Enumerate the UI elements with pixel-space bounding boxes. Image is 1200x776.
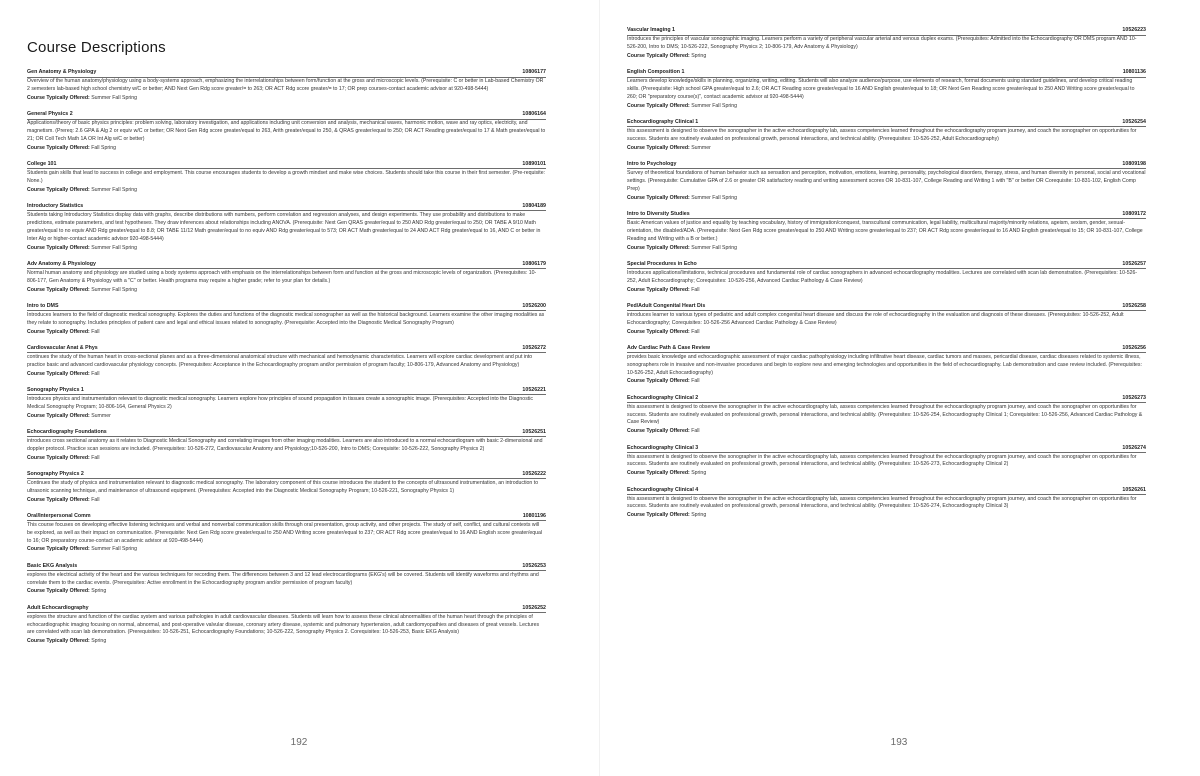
course-code: 10526272	[522, 344, 546, 351]
course-entry	[627, 303, 1146, 336]
page-right	[600, 0, 1200, 776]
course-offered	[27, 144, 546, 152]
course-entry	[627, 69, 1146, 110]
course-entry	[27, 513, 546, 554]
course-header	[627, 303, 1146, 312]
course-code: 10526261	[1122, 486, 1146, 493]
course-code: 10526254	[1122, 118, 1146, 125]
course-code: 10526273	[1122, 394, 1146, 401]
course-offered	[627, 102, 1146, 110]
course-description: Learners develop knowledge/skills in planning, organizing, writing, editing. Students will also analyze audience/purpose, use elements of research, format documents using standard guidelines, and develop critical reading skills. (Prerequisite: High school GPA greater/equal to 2.6; OR ACT Reading score greater/equal to 16 AND English greater/equal to 18; OR Next Gen Reading score greater/equal to 250 AND Writing score greater/equal to 260; OR "preparatory course(s)", contact academic advisor at 920-498-5444)	[627, 78, 1135, 100]
course-entry	[627, 261, 1146, 294]
offered-terms: Spring	[91, 638, 107, 645]
course-description: Basic American values of justice and equality by teaching vocabulary, history of immigration/conquest, transcultural communication, legal liability, multicultural majority/minority relations, ageism, sexism, gender, sexual-orientation, the disabled/ADA. (Prerequisite: Next Gen Rdg score greater/equal to 250 AND Writing score greater/equal to 237; OR ACT Rdg score greater/equal to 16 AND English greater/equal to 15; OR 10-831-107, College Reading and Writing with a B or better.)	[627, 219, 1143, 242]
course-code: 10801136	[1122, 69, 1146, 75]
course-code: 10526222	[522, 470, 546, 477]
offered-label: Course Typically Offered:	[627, 244, 690, 251]
course-header	[27, 111, 546, 120]
course-header	[27, 203, 546, 212]
offered-terms: Summer Fall Spring	[691, 194, 738, 201]
offered-terms: Fall	[691, 378, 700, 385]
course-name: Intro to Diversity Studies	[627, 210, 690, 217]
course-code: 10526252	[522, 604, 546, 611]
course-name: Ped/Adult Congenital Heart Dis	[627, 302, 706, 309]
offered-terms: Summer Fall Spring	[691, 244, 738, 251]
course-code: 10526221	[522, 386, 546, 393]
course-header	[627, 445, 1146, 454]
offered-terms: Fall Spring	[91, 144, 116, 151]
course-description: provides basic knowledge and echocardiographic assessment of major cardiac pathophysiology including infiltrative heart disease, cardiac tumors and masses, pericardial disease, cardiac diseases related to systemic illness, sonographers role in invasive and non-invasive procedures and begin to explore new and emerging technologies and opportunities in the field of echocardiography. Lab demonstration and case review included. (Prerequisites: 10-526-252, Adult Echocardiography)	[627, 353, 1142, 376]
offered-terms: Spring	[691, 512, 707, 519]
course-offered	[27, 244, 546, 252]
offered-label: Course Typically Offered:	[627, 470, 690, 477]
course-header	[627, 395, 1146, 404]
course-offered	[627, 244, 1146, 252]
course-offered	[27, 286, 546, 294]
course-code: 10804189	[522, 202, 546, 209]
course-entry	[27, 605, 546, 646]
offered-terms: Fall	[91, 328, 100, 335]
course-code: 10526200	[522, 302, 546, 309]
course-entry	[627, 119, 1146, 152]
course-header	[627, 119, 1146, 128]
offered-label: Course Typically Offered:	[27, 496, 90, 503]
course-name: Echocardiography Clinical 4	[627, 486, 699, 493]
offered-terms: Summer Fall Spring	[691, 102, 738, 109]
offered-label: Course Typically Offered:	[27, 144, 90, 151]
course-offered	[627, 144, 1146, 152]
course-description: explores the electrical activity of the heart and the various techniques for recording them. The differences between 3 and 12 lead electrocardiograms (EKG's) will be covered. Students will identify waveforms and rhythms and correlate them to the cardiac events. (Prerequisites: Active enrollment in the Echocardiography program and/or permission of program faculty)	[27, 571, 539, 586]
course-code: 10809198	[1122, 160, 1146, 167]
offered-label: Course Typically Offered:	[27, 186, 90, 193]
course-description: Overview of the human anatomy/physiology using a body-systems approach, emphasizing the interrelationships between form/function at the gross and microscopic levels. (Prerequisite: C or better in Lab-based Chemistry OR 2 semesters lab-based high school chemistry w/C or better; AND Next Gen Rdg score greater/= to 263; OR ACT Rdg score greater/= to 17; OR prep courses-contact academic advisor at 920-498-5444)	[27, 78, 544, 92]
course-offered	[27, 94, 546, 102]
course-entry	[27, 563, 546, 596]
offered-label: Course Typically Offered:	[627, 328, 690, 335]
offered-label: Course Typically Offered:	[627, 52, 690, 59]
course-code: 10806177	[522, 69, 546, 75]
course-offered	[627, 328, 1146, 336]
course-offered	[27, 454, 546, 462]
course-name: Adv Cardiac Path & Case Review	[627, 344, 711, 351]
course-description: this assessment is designed to observe the sonographer in the active echocardiography lab, assess competencies learned throughout the echocardiography program journey, and coach the sonographer on opportunities for success. Students are routinely evaluated on professional growth, personal interactions, and technical ability. (Prerequisites: 10-526-252, Adult Echocardiography)	[627, 127, 1137, 142]
course-offered	[27, 328, 546, 336]
course-name: Oral/Interpersonal Comm	[27, 512, 91, 519]
course-entry	[27, 387, 546, 420]
course-description: Continues the study of physics and instrumentation relevant to diagnostic medical sonography. The laboratory component of this course introduces the student to the concepts of ultrasound instrumentation, an introduction to ultrasonic scanning technique, and maintenance of ultrasound equipment. (Prerequisites: Accepted into the Diagnostic Medical Sonography Program; 10-526-221, Sonography Physics 1)	[27, 479, 539, 494]
offered-terms: Spring	[691, 470, 707, 477]
course-header	[27, 161, 546, 170]
offered-terms: Summer Fall Spring	[91, 186, 138, 193]
course-header	[627, 69, 1146, 78]
course-description: Normal human anatomy and physiology are studied using a body systems approach with emphasis on the interrelationships between form and function at the gross and microscopic levels of organization. (Prerequisites: 10-806-177, Gen Anatomy & Physiology with a "C" or better. Health programs may require a higher grade; refer to your plan for details.)	[27, 269, 537, 284]
course-code: 10526258	[1122, 302, 1146, 309]
course-offered	[27, 637, 546, 645]
course-name: Echocardiography Clinical 3	[627, 444, 699, 451]
course-description: this assessment is designed to observe the sonographer in the active echocardiography lab, assess competencies learned throughout the echocardiography program journey, and coach the sonographer on opportunities for success. Students are routinely evaluated on professional growth, personal interactions, and technical ability. (Prerequisites: 10-526-274, Echocardiography Clinical 3)	[627, 495, 1137, 510]
course-entry	[27, 471, 546, 504]
offered-terms: Summer Fall Spring	[91, 94, 138, 101]
course-header	[627, 211, 1146, 220]
course-description: This course focuses on developing effective listening techniques and verbal and nonverbal communication skills through oral presentation, group activity, and other projects. The study of self, conflict, and cultural contexts will be explored, as well as their impact on communication. (Prerequisite: Next Gen Rdg score greater/equal to 250 AND Writing score greater/equal to 237; OR ACT Rdg score greater/equal to 16 AND English score greater/equal to 16; OR preparatory course-contact an academic advisor at 920-498-5444)	[27, 521, 543, 544]
course-name: College 101	[27, 160, 57, 167]
course-code: 10526253	[522, 562, 546, 569]
course-header	[627, 261, 1146, 270]
course-entry	[627, 161, 1146, 202]
course-offered	[627, 194, 1146, 202]
course-description: Introduces applications/limitations, technical procedures and fundamental role of cardiac sonographers in advanced echocardiography modalities. Lectures are correlated with scan lab demonstration. (Prerequisites: 10-526-252, Adult Echocardiography; Corequisites: 10-526-256, Advanced Cardiac Pathology & Case Review)	[627, 269, 1138, 284]
course-entry	[27, 161, 546, 194]
course-name: Sonography Physics 2	[27, 470, 84, 477]
course-entry	[27, 69, 546, 102]
course-header	[627, 161, 1146, 170]
course-entry	[27, 345, 546, 378]
course-header	[27, 605, 546, 614]
course-code: 10890101	[522, 160, 546, 167]
course-description: Introduces learners to the field of diagnostic medical sonography. Explores the duties and functions of the diagnostic medical sonographer as well as the historical background. Learners examine the other imaging modalities as they relate to sonography. Includes principles of patient care and legal and ethical issues related to sonography. (Prerequisite: Accepted into the Diagnostic Medical Sonography Program)	[27, 311, 545, 326]
offered-label: Course Typically Offered:	[627, 512, 690, 519]
course-description: Applications/theory of basic physics principles: problem solving, laboratory investigation, and applications including unit conversion and analysis, mechanical waves, harmonic motion, wave and ray optics, electricity, and magnetism. (Prereq: 2.6 GPA & Alg 2 or equiv w/C or better; OR Next Gen Rdg score greater/equal to 263, Arith greater/equal to 250, & QRAS greater/equal to 250; OR ACT Reading greater/equal to 17 & Math greater/equal to 21; OR Coll Tech Math 1A OR Int Alg w/C or better)	[27, 120, 546, 142]
offered-terms: Fall	[91, 454, 100, 461]
course-description: explores the structure and function of the cardiac system and various pathologies in adult cardiovascular diseases. Students will learn how to assess these clinical abnormalities of the human heart through the principles of echocardiographic imaging focusing on normal, abnormal, and post-operative valvular disease, coronary artery disease, systemic and pulmonary hypertension, adult cardiomyopathies and diseases of great vessels. Lectures are correlated with scan lab demonstration. (Prerequisites: 10-526-251, Echocardiography Foundations; 10-526-222, Sonography Physics 2. Corequisites: 10-526-253, Basic EKG Analysis)	[27, 613, 540, 636]
course-entry	[627, 487, 1146, 520]
offered-terms: Fall	[691, 428, 700, 435]
course-header	[627, 345, 1146, 354]
course-offered	[627, 377, 1146, 385]
course-description: Students taking Introductory Statistics display data with graphs, describe distributions with numbers, perform correlation and regression analyses, and design experiments. They use probability and distributions to make predictions, estimate parameters, and test hypotheses. They draw inferences about relationships including ANOVA. (Prerequisite: Next Gen QRAS greater/equal to 250 AND Rdg greater/equal to 250; OR TABE A 9/10 Math greater/equal to no equiv AND Rdg greater/equal to 8.8; OR TABE 11/12 Math greater/equal to no equiv AND Rdg greater/equal to 573; OR ACT Math greater/equal to 24 AND ACT Rdg greater/equal to 16, AND C or better in Inter Alg or higher-contact academic advisor 920-498-5444)	[27, 211, 541, 242]
offered-label: Course Typically Offered:	[27, 638, 90, 645]
course-offered	[27, 412, 546, 420]
course-entry	[627, 445, 1146, 478]
offered-terms: Fall	[691, 286, 700, 293]
course-offered	[27, 370, 546, 378]
offered-label: Course Typically Offered:	[627, 102, 690, 109]
offered-terms: Spring	[91, 588, 107, 595]
course-header	[627, 487, 1146, 496]
course-name: Gen Anatomy & Physiology	[27, 69, 97, 75]
course-offered	[627, 427, 1146, 435]
course-code: 10526251	[522, 428, 546, 435]
course-header	[27, 69, 546, 78]
course-entry	[627, 27, 1146, 60]
offered-terms: Fall	[91, 496, 100, 503]
offered-label: Course Typically Offered:	[627, 378, 690, 385]
offered-label: Course Typically Offered:	[27, 286, 90, 293]
course-description: Survey of theoretical foundations of human behavior such as sensation and perception, motivation, emotions, learning, personality, psychological disorders, therapy, stress, and human diversity in personal, social and vocational settings. (Prerequisite: Cumulative GPA of 2.6 or greater OR satisfactory reading and writing assessment scores OR 10-831-107, College Reading and Writing 1 with "B" or better OR Corequisite: 10-831-102, English Comp Prep)	[627, 169, 1146, 192]
course-header	[27, 345, 546, 354]
right-course-list	[627, 27, 1146, 529]
offered-terms: Fall	[691, 328, 700, 335]
course-code: 10526274	[1122, 444, 1146, 451]
course-offered	[27, 587, 546, 595]
course-description: continues the study of the human heart in cross-sectional planes and as a three-dimensional anatomical structure with mechanical and hemodynamic characteristics. Learners will explore cardiac development and put into practice basic and advanced cardiovascular physiology concepts. (Prerequisites: Acceptance in the Echocardiography program and/or permission of program faculty; 10-806-179, Advanced Anatomy and Physiology)	[27, 353, 533, 368]
offered-label: Course Typically Offered:	[627, 194, 690, 201]
course-header	[627, 27, 1146, 36]
offered-label: Course Typically Offered:	[27, 454, 90, 461]
course-code: 10801196	[522, 512, 546, 519]
course-description: introduces learner to various types of pediatric and adult complex congenital heart disease and discuss the role of echocardiography in the evaluation and diagnosis of these diseases. (Prerequisites: 10-526-252, Adult Echocardiography; Corequisites: 10-526-256 Advanced Cardiac Pathology & Case Review)	[627, 311, 1124, 326]
offered-label: Course Typically Offered:	[627, 428, 690, 435]
course-entry	[27, 303, 546, 336]
course-offered	[627, 52, 1146, 60]
course-name: English Composition 1	[627, 69, 685, 75]
course-name: General Physics 2	[27, 111, 73, 117]
course-name: Special Procedures in Echo	[627, 260, 697, 267]
course-entry	[627, 395, 1146, 436]
course-name: Introductory Statistics	[27, 202, 84, 209]
course-header	[27, 429, 546, 438]
course-entry	[27, 111, 546, 152]
course-header	[27, 563, 546, 572]
course-code: 10806164	[522, 111, 546, 117]
offered-label: Course Typically Offered:	[627, 286, 690, 293]
offered-terms: Summer Fall Spring	[91, 244, 138, 251]
offered-label: Course Typically Offered:	[27, 588, 90, 595]
course-code: 10806179	[522, 260, 546, 267]
course-header	[27, 303, 546, 312]
offered-terms: Summer Fall Spring	[91, 286, 138, 293]
page-number-right: 193	[890, 737, 908, 748]
course-name: Intro to Psychology	[627, 160, 677, 167]
course-description: Introduces the principles of vascular sonographic imaging. Learners perform a variety of peripheral vascular arterial and venous duplex exams. (Prerequisites: Admitted into the Echocardiography OR DMS program AND 10-526-200, Intro to DMS; 10-526-222, Sonography Physics 2; 10-806-179, Adv Anatomy & Physiology)	[627, 36, 1137, 50]
course-description: this assessment is designed to observe the sonographer in the active echocardiography lab, assess competencies learned throughout the echocardiography program journey, and coach the sonographer on opportunities for success. Students are routinely evaluated on professional growth, personal interactions, and technical ability. (Prerequisites: 10-526-254, Echocardiography Clinical 1; Corequisites: 10-526-256, Advanced Cardiac Pathology & Case Review)	[627, 403, 1143, 426]
page-title: Course Descriptions	[27, 39, 166, 56]
offered-label: Course Typically Offered:	[27, 244, 90, 251]
course-name: Cardiovascular Anat & Phys	[27, 344, 98, 351]
course-name: Adult Echocardiography	[27, 604, 89, 611]
course-offered	[627, 469, 1146, 477]
offered-terms: Spring	[691, 52, 707, 59]
course-name: Echocardiography Clinical 1	[627, 118, 699, 125]
course-description: Introduces physics and instrumentation relevant to diagnostic medical sonography. Learners explore how principles of sound propagation in tissues create a sonographic image. (Prerequisites: Accepted into the Diagnostic Medical Sonography Program; 10-806-164, General Physics 2)	[27, 395, 533, 410]
course-entry	[27, 429, 546, 462]
course-offered	[27, 545, 546, 553]
course-offered	[627, 511, 1146, 519]
course-code: 10526256	[1122, 344, 1146, 351]
left-course-list	[27, 69, 546, 655]
course-header	[27, 471, 546, 480]
course-name: Echocardiography Clinical 2	[627, 394, 699, 401]
course-name: Intro to DMS	[27, 302, 59, 309]
course-name: Basic EKG Analysis	[27, 562, 78, 569]
offered-terms: Summer Fall Spring	[91, 546, 138, 553]
offered-terms: Summer	[691, 144, 711, 151]
offered-label: Course Typically Offered:	[27, 328, 90, 335]
course-offered	[27, 496, 546, 504]
course-entry	[27, 261, 546, 294]
offered-label: Course Typically Offered:	[27, 370, 90, 377]
page-number-left: 192	[290, 737, 308, 748]
course-entry	[627, 345, 1146, 386]
course-header	[27, 261, 546, 270]
course-code: 10526257	[1122, 260, 1146, 267]
course-code: 10526223	[1122, 27, 1146, 33]
course-name: Sonography Physics 1	[27, 386, 84, 393]
course-offered	[627, 286, 1146, 294]
offered-label: Course Typically Offered:	[27, 94, 90, 101]
course-name: Adv Anatomy & Physiology	[27, 260, 96, 267]
course-name: Vascular Imaging 1	[627, 27, 675, 33]
course-description: introduces cross sectional anatomy as it relates to Diagnostic Medical Sonography and correlating images from other imaging modalities. Learners are also introduced to a normal echocardiogram with basic 2-dimensional and doppler protocol. Practice scan sessions are included. (Prerequisites: 10-526-272, Cardiovascular Anatomy and Physiology;10-526-200, Intro to DMS; Corequisite: 10-526-222, Sonography Physics 2)	[27, 437, 543, 452]
course-header	[27, 513, 546, 522]
course-header	[27, 387, 546, 396]
offered-label: Course Typically Offered:	[27, 412, 90, 419]
offered-terms: Summer	[91, 412, 111, 419]
offered-label: Course Typically Offered:	[27, 546, 90, 553]
course-offered	[27, 186, 546, 194]
course-entry	[27, 203, 546, 252]
course-description: Students gain skills that lead to success in college and employment. This course encourages students to develop a growth mindset and make wise choices. Students should take this course in their first semester. (Pre-requisite: None.)	[27, 169, 546, 184]
course-code: 10809172	[1122, 210, 1146, 217]
offered-label: Course Typically Offered:	[627, 144, 690, 151]
offered-terms: Fall	[91, 370, 100, 377]
course-description: this assessment is designed to observe the sonographer in the active echocardiography lab, assess competencies learned throughout the echocardiography program journey, and coach the sonographer on opportunities for success. Students are routinely evaluated on professional growth, personal interactions, and technical ability. (Prerequisites: 10-526-273, Echocardiography Clinical 2)	[627, 453, 1137, 468]
course-entry	[627, 211, 1146, 252]
course-name: Echocardiography Foundations	[27, 428, 107, 435]
